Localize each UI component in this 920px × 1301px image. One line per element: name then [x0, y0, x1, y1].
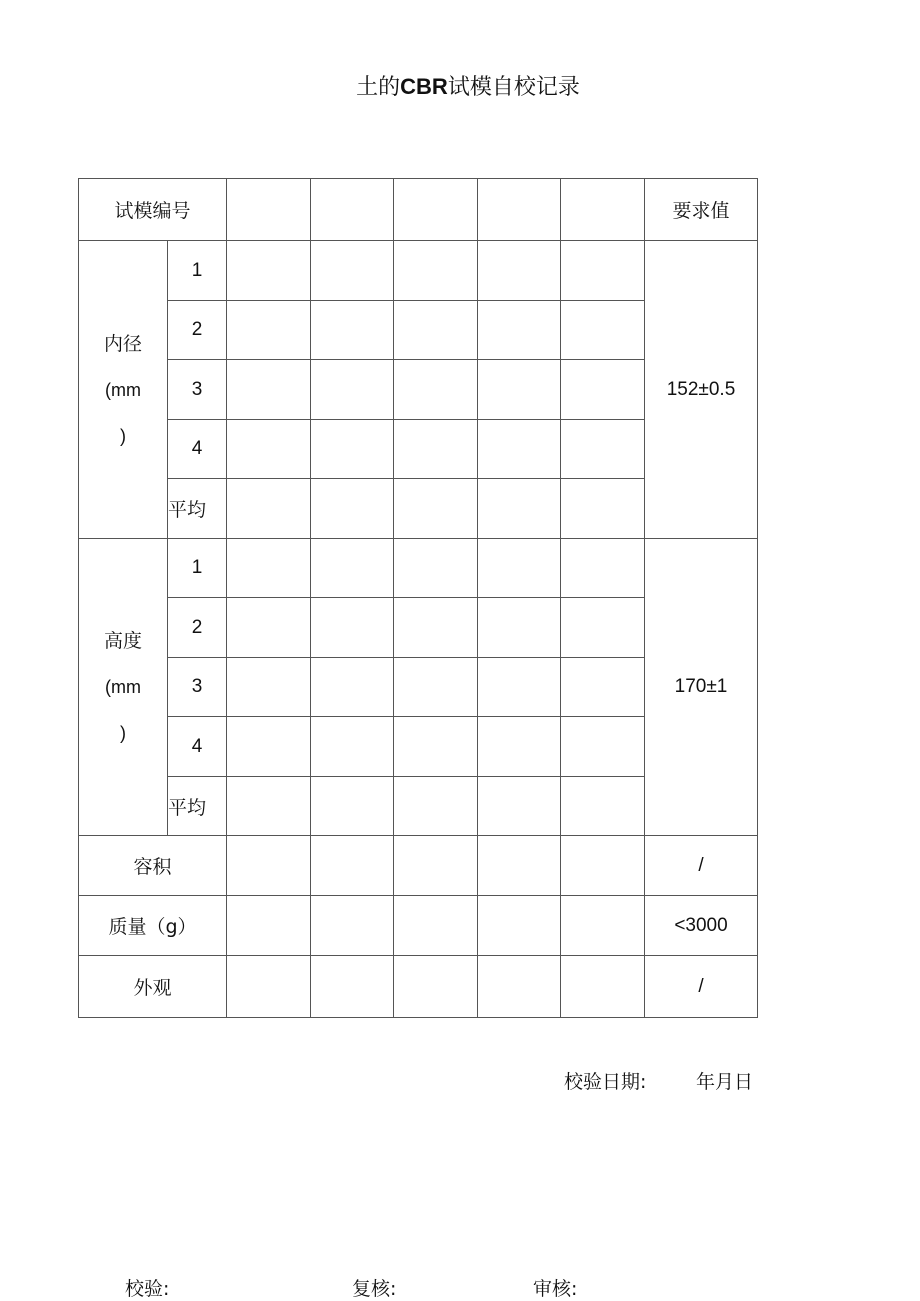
height-label-line: 高度 — [103, 630, 142, 652]
inner-diameter-required: 152±0.5 — [645, 241, 758, 539]
data-cell[interactable] — [561, 241, 645, 301]
mold-number-cell[interactable] — [311, 179, 394, 241]
inner-diameter-label-line: 内径 — [103, 332, 142, 355]
inner-diameter-row-label: 平均 — [168, 479, 227, 539]
data-cell[interactable] — [227, 539, 311, 598]
data-cell[interactable] — [561, 539, 645, 598]
data-cell[interactable] — [311, 539, 394, 598]
data-cell[interactable] — [311, 896, 394, 956]
checker-label: 校验: — [125, 1278, 170, 1300]
data-cell[interactable] — [394, 479, 478, 539]
volume-label: 容积 — [79, 836, 227, 896]
inner-diameter-row-label: 4 — [168, 420, 227, 479]
data-cell[interactable] — [227, 301, 311, 360]
data-cell[interactable] — [311, 301, 394, 360]
data-cell[interactable] — [394, 360, 478, 420]
data-cell[interactable] — [227, 836, 311, 896]
header-mold-number: 试模编号 — [79, 179, 227, 241]
data-cell[interactable] — [478, 301, 561, 360]
height-row-label: 4 — [168, 717, 227, 777]
data-cell[interactable] — [311, 420, 394, 479]
data-cell[interactable] — [478, 836, 561, 896]
data-cell[interactable] — [311, 598, 394, 658]
appearance-label: 外观 — [79, 956, 227, 1018]
data-cell[interactable] — [561, 836, 645, 896]
data-cell[interactable] — [478, 956, 561, 1018]
data-cell[interactable] — [227, 956, 311, 1018]
data-cell[interactable] — [227, 896, 311, 956]
data-cell[interactable] — [561, 777, 645, 836]
data-cell[interactable] — [394, 836, 478, 896]
calibration-date-label: 校验日期: — [564, 1071, 647, 1093]
data-cell[interactable] — [561, 896, 645, 956]
title-prefix: 土的 — [356, 75, 401, 100]
data-cell[interactable] — [561, 479, 645, 539]
data-cell[interactable] — [478, 717, 561, 777]
data-cell[interactable] — [394, 896, 478, 956]
data-cell[interactable] — [311, 360, 394, 420]
data-cell[interactable] — [311, 836, 394, 896]
height-row-label: 2 — [168, 598, 227, 658]
data-cell[interactable] — [227, 658, 311, 717]
data-cell[interactable] — [394, 301, 478, 360]
data-cell[interactable] — [561, 301, 645, 360]
data-cell[interactable] — [561, 598, 645, 658]
inner-diameter-row-label: 2 — [168, 301, 227, 360]
inner-diameter-label-line: ) — [120, 425, 126, 446]
mold-number-cell[interactable] — [478, 179, 561, 241]
data-cell[interactable] — [227, 241, 311, 301]
mass-label: 质量（g） — [79, 896, 227, 956]
data-cell[interactable] — [311, 658, 394, 717]
data-cell[interactable] — [561, 420, 645, 479]
volume-required: / — [645, 836, 758, 896]
data-cell[interactable] — [394, 717, 478, 777]
data-cell[interactable] — [311, 479, 394, 539]
data-cell[interactable] — [227, 777, 311, 836]
data-cell[interactable] — [394, 777, 478, 836]
data-cell[interactable] — [478, 420, 561, 479]
mass-required: <3000 — [645, 896, 758, 956]
inner-diameter-label-line: (mm — [105, 379, 141, 400]
data-cell[interactable] — [394, 539, 478, 598]
title-latin: CBR — [400, 74, 448, 99]
data-cell[interactable] — [227, 479, 311, 539]
data-cell[interactable] — [394, 956, 478, 1018]
appearance-required: / — [645, 956, 758, 1018]
inner-diameter-label — [79, 241, 168, 539]
data-cell[interactable] — [227, 360, 311, 420]
approver-label: 审核: — [533, 1278, 578, 1300]
height-row-label: 平均 — [168, 777, 227, 836]
data-cell[interactable] — [478, 360, 561, 420]
data-cell[interactable] — [561, 956, 645, 1018]
data-cell[interactable] — [478, 539, 561, 598]
mold-number-cell[interactable] — [394, 179, 478, 241]
height-label — [79, 539, 168, 836]
page-title — [0, 70, 920, 101]
height-required: 170±1 — [645, 539, 758, 836]
data-cell[interactable] — [311, 241, 394, 301]
data-cell[interactable] — [561, 360, 645, 420]
reviewer-label: 复核: — [352, 1278, 397, 1300]
data-cell[interactable] — [311, 717, 394, 777]
calibration-table — [78, 178, 758, 1018]
data-cell[interactable] — [478, 896, 561, 956]
data-cell[interactable] — [394, 241, 478, 301]
data-cell[interactable] — [478, 658, 561, 717]
height-row-label: 3 — [168, 658, 227, 717]
height-label-line: (mm — [105, 677, 141, 697]
data-cell[interactable] — [227, 598, 311, 658]
data-cell[interactable] — [394, 658, 478, 717]
data-cell[interactable] — [478, 598, 561, 658]
inner-diameter-row-label: 3 — [168, 360, 227, 420]
mold-number-cell[interactable] — [227, 179, 311, 241]
title-suffix: 试模自校记录 — [447, 75, 580, 100]
data-cell[interactable] — [478, 479, 561, 539]
data-cell[interactable] — [561, 658, 645, 717]
height-row-label: 1 — [168, 539, 227, 598]
header-required-value: 要求值 — [645, 179, 758, 241]
data-cell[interactable] — [561, 717, 645, 777]
data-cell[interactable] — [227, 717, 311, 777]
data-cell[interactable] — [227, 420, 311, 479]
mold-number-cell[interactable] — [561, 179, 645, 241]
inner-diameter-row-label: 1 — [168, 241, 227, 301]
data-cell[interactable] — [311, 777, 394, 836]
data-cell[interactable] — [311, 956, 394, 1018]
data-cell[interactable] — [394, 598, 478, 658]
data-cell[interactable] — [478, 241, 561, 301]
height-label-line: ) — [120, 723, 126, 743]
data-cell[interactable] — [478, 777, 561, 836]
calibration-date-value: 年月日 — [696, 1071, 754, 1093]
data-cell[interactable] — [394, 420, 478, 479]
